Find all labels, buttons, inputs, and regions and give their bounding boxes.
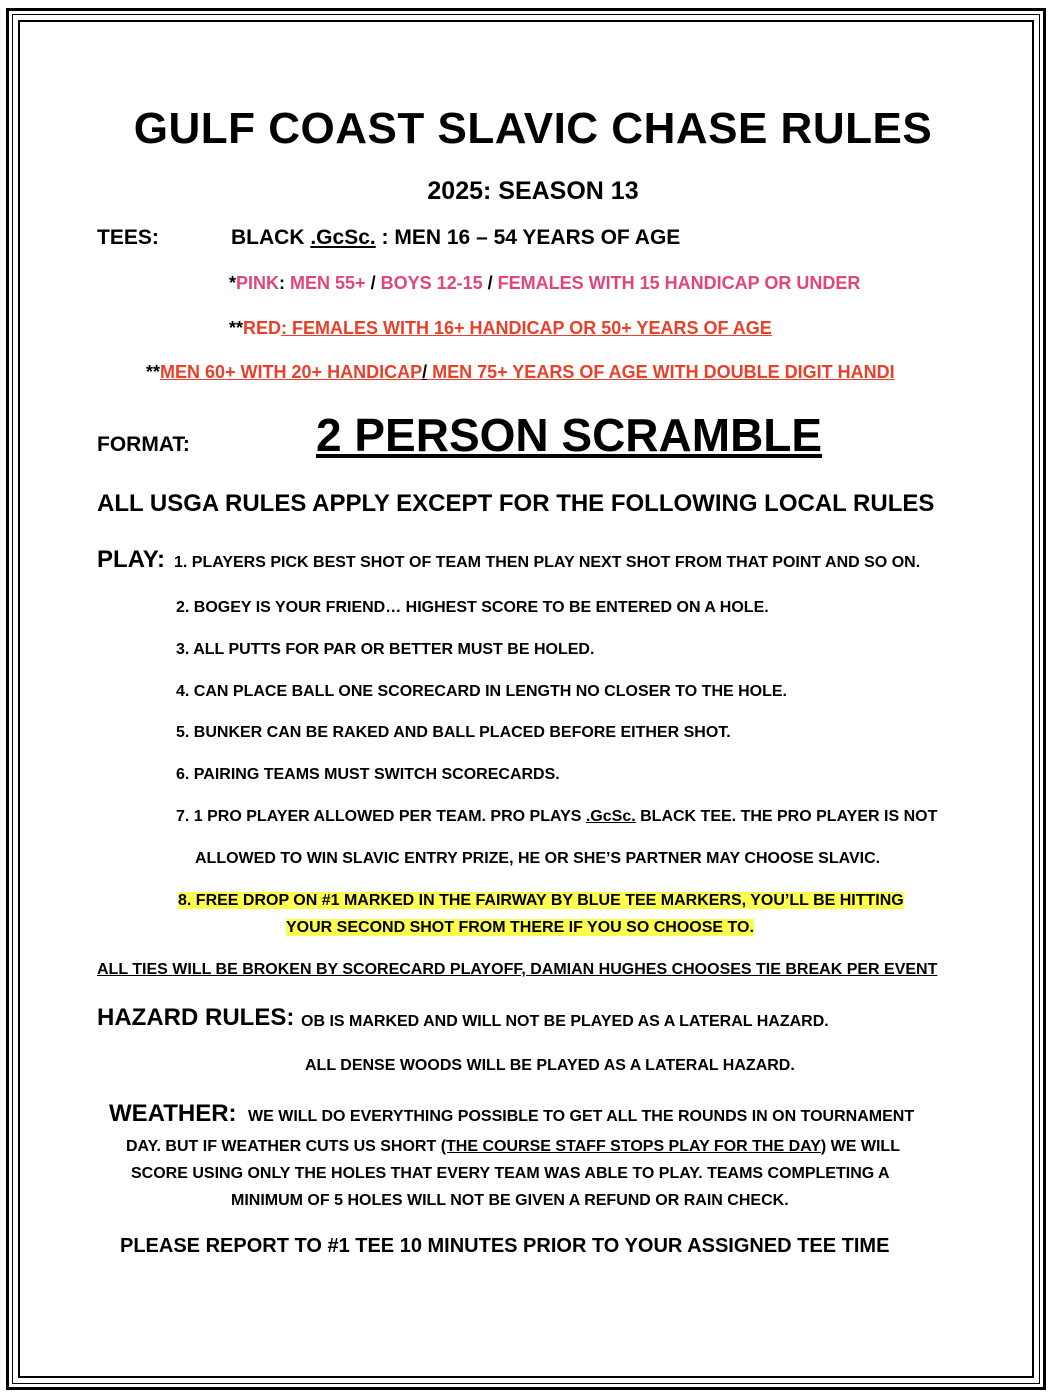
black-tee-desc: : MEN 16 – 54 YEARS OF AGE <box>375 226 681 249</box>
page-title: GULF COAST SLAVIC CHASE RULES <box>133 104 933 153</box>
tees-red-line <box>229 318 772 339</box>
men-separator: / <box>422 362 428 382</box>
black-tee-name: BLACK <box>231 226 305 249</box>
pink-group-men: MEN 55+ <box>290 273 366 293</box>
men-60-rule: MEN 60+ WITH 20+ HANDICAP <box>160 362 423 382</box>
season-subtitle: 2025: SEASON 13 <box>427 177 639 205</box>
hazard-rule-2: ALL DENSE WOODS WILL BE PLAYED AS A LATERAL HAZARD. <box>305 1057 795 1074</box>
rule-8-highlight-2: YOUR SECOND SHOT FROM THERE IF YOU SO CHOOSE TO. <box>286 919 754 936</box>
weather-line-4: MINIMUM OF 5 HOLES WILL NOT BE GIVEN A REFUND OR RAIN CHECK. <box>231 1192 789 1209</box>
hazard-rules-label: HAZARD RULES: <box>97 1004 295 1031</box>
pink-tee-name: PINK <box>236 273 280 293</box>
tees-label: TEES: <box>97 226 159 249</box>
play-rule-6: 6. PAIRING TEAMS MUST SWITCH SCORECARDS. <box>176 766 560 783</box>
tees-senior-men-line <box>146 362 895 383</box>
weather-line-2-a: DAY. BUT IF WEATHER CUTS US SHORT <box>126 1138 441 1155</box>
format-label: FORMAT: <box>97 433 190 456</box>
weather-line-3: SCORE USING ONLY THE HOLES THAT EVERY TEAM WAS ABLE TO PLAY. TEAMS COMPLETING A <box>131 1165 890 1182</box>
rule-7-code: .GcSc. <box>585 808 636 825</box>
rule-7-text-a: 7. 1 PRO PLAYER ALLOWED PER TEAM. PRO PLAYS <box>176 808 586 825</box>
tees-black-line <box>231 226 680 250</box>
pink-separator: / <box>365 273 381 293</box>
black-tee-code: .GcSc. <box>310 226 376 249</box>
tie-break-rule: ALL TIES WILL BE BROKEN BY SCORECARD PLAYOFF, DAMIAN HUGHES CHOOSES TIE BREAK PER EVENT <box>97 961 938 978</box>
play-rule-8 <box>178 892 904 910</box>
weather-line-2-b: ) WE WILL <box>820 1138 900 1155</box>
pink-separator: / <box>482 273 498 293</box>
play-rule-7-continued: ALLOWED TO WIN SLAVIC ENTRY PRIZE, HE OR SHE’S PARTNER MAY CHOOSE SLAVIC. <box>195 850 881 867</box>
pink-group-boys: BOYS 12-15 <box>380 273 483 293</box>
play-rule-8-continued <box>286 919 754 937</box>
format-value: 2 PERSON SCRAMBLE <box>316 409 823 461</box>
weather-line-2 <box>126 1138 900 1156</box>
pink-colon: : <box>279 273 291 293</box>
tees-pink-line <box>229 273 860 294</box>
play-label: PLAY: <box>97 546 166 573</box>
report-notice: PLEASE REPORT TO #1 TEE 10 MINUTES PRIOR TO YOUR ASSIGNED TEE TIME <box>120 1235 890 1257</box>
weather-line-2-underlined: (THE COURSE STAFF STOPS PLAY FOR THE DAY <box>440 1138 821 1155</box>
play-rule-1: 1. PLAYERS PICK BEST SHOT OF TEAM THEN PLAY NEXT SHOT FROM THAT POINT AND SO ON. <box>174 554 921 571</box>
red-tee-name: RED <box>243 318 282 338</box>
rule-8-highlight-1: 8. FREE DROP ON #1 MARKED IN THE FAIRWAY BY BLUE TEE MARKERS, YOU’LL BE HITTING <box>178 892 904 909</box>
pink-group-females: FEMALES WITH 15 HANDICAP OR UNDER <box>497 273 861 293</box>
play-rule-5: 5. BUNKER CAN BE RAKED AND BALL PLACED BEFORE EITHER SHOT. <box>176 724 731 741</box>
hazard-rule-1: OB IS MARKED AND WILL NOT BE PLAYED AS A LATERAL HAZARD. <box>301 1013 829 1030</box>
rule-7-text-b: BLACK TEE. THE PRO PLAYER IS NOT <box>635 808 938 825</box>
weather-label: WEATHER: <box>109 1100 237 1127</box>
weather-line-1: WE WILL DO EVERYTHING POSSIBLE TO GET ALL THE ROUNDS IN ON TOURNAMENT <box>248 1108 915 1125</box>
play-rule-2: 2. BOGEY IS YOUR FRIEND… HIGHEST SCORE TO BE ENTERED ON A HOLE. <box>176 599 769 616</box>
red-tee-desc: : FEMALES WITH 16+ HANDICAP OR 50+ YEARS OF AGE <box>281 318 772 338</box>
men-prefix: ** <box>146 362 161 382</box>
pink-prefix: * <box>229 273 237 293</box>
play-rule-7 <box>176 808 937 826</box>
men-75-rule: MEN 75+ YEARS OF AGE WITH DOUBLE DIGIT HANDI <box>427 362 895 382</box>
usga-rules-heading: ALL USGA RULES APPLY EXCEPT FOR THE FOLLOWING LOCAL RULES <box>97 490 935 517</box>
play-rule-3: 3. ALL PUTTS FOR PAR OR BETTER MUST BE HOLED. <box>176 641 595 658</box>
red-prefix: ** <box>229 318 244 338</box>
play-rule-4: 4. CAN PLACE BALL ONE SCORECARD IN LENGTH NO CLOSER TO THE HOLE. <box>176 683 787 700</box>
